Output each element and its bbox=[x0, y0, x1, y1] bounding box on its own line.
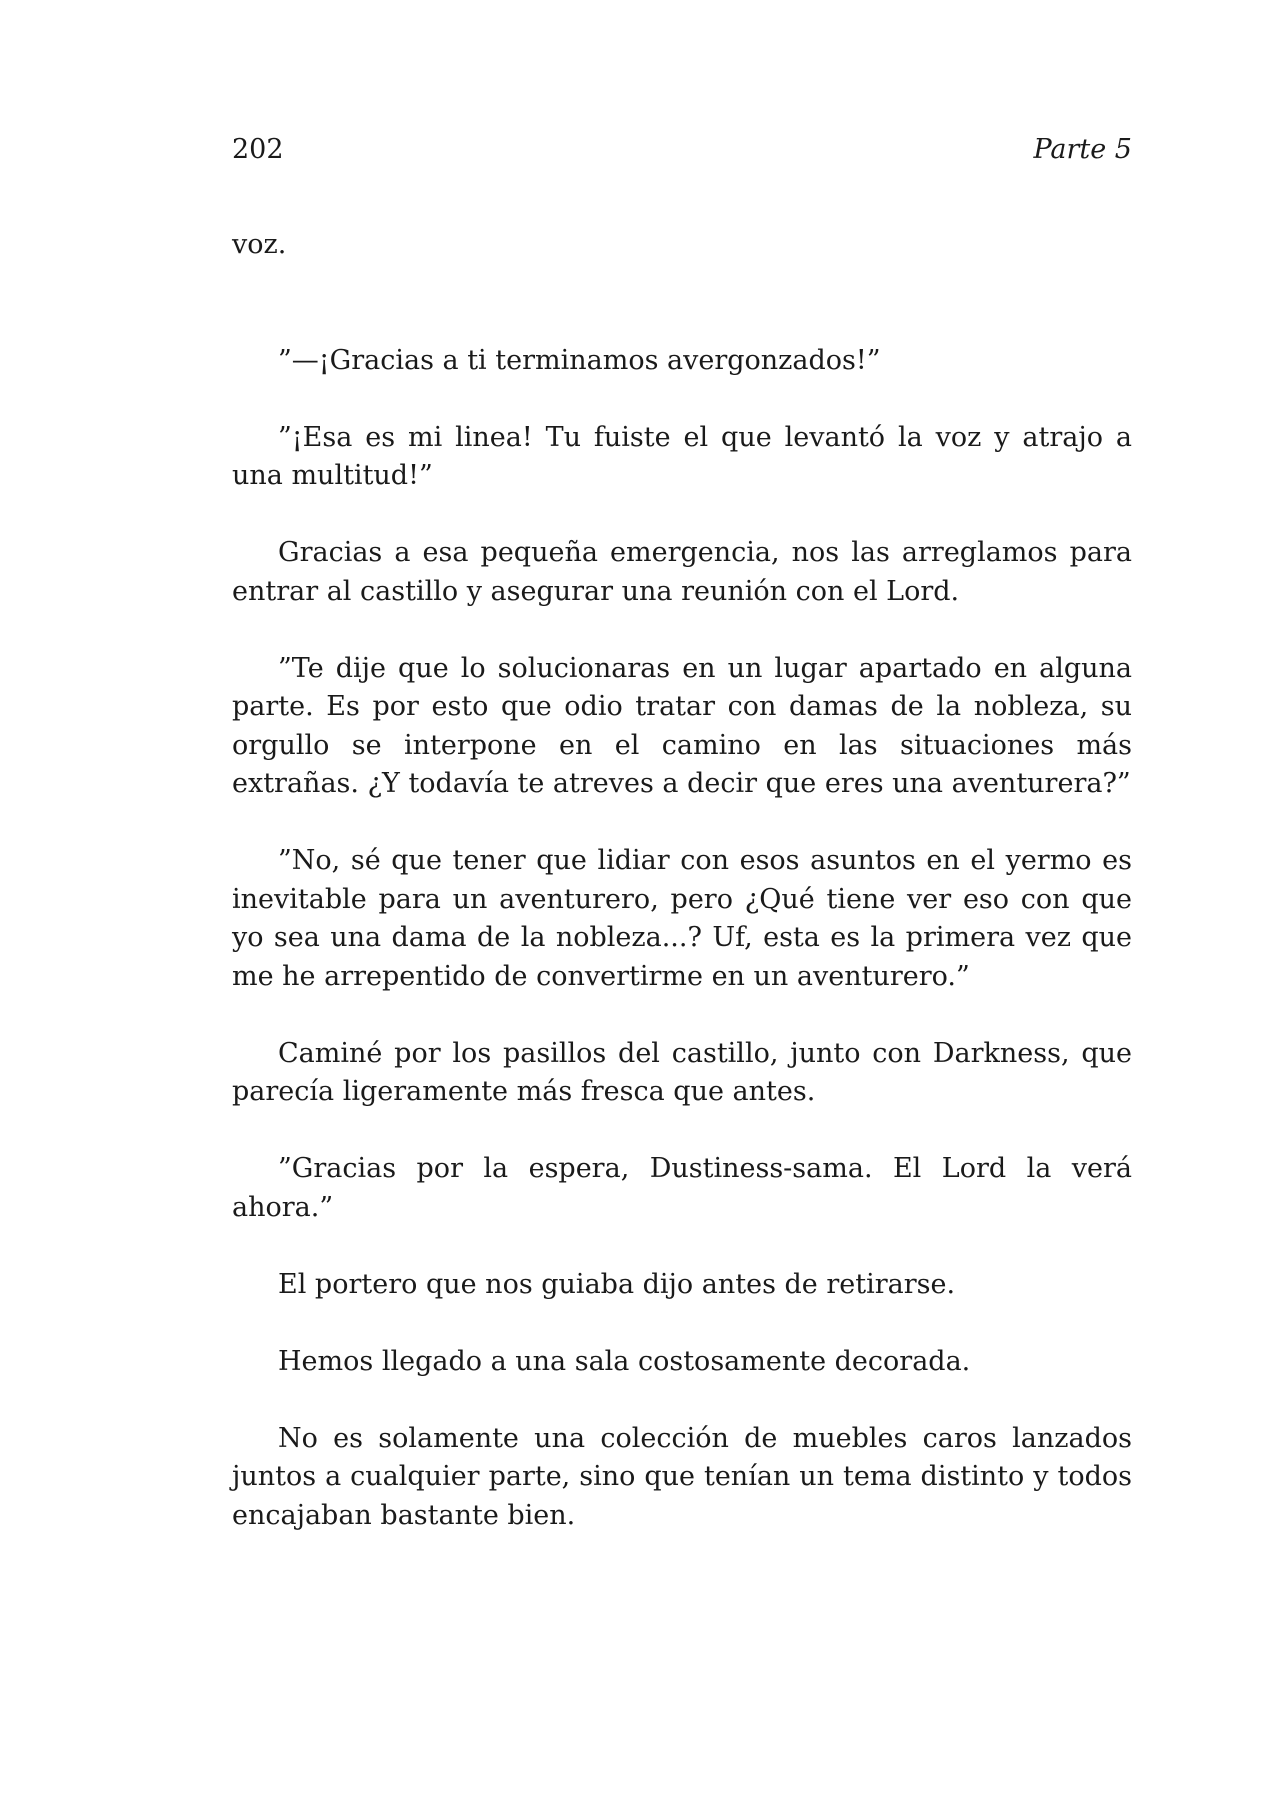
paragraph: ”¡Esa es mi linea! Tu fuiste el que levantó la voz y atrajo a una multitud!” bbox=[232, 421, 1132, 491]
paragraph: ”Te dije que lo solucionaras en un lugar apartado en alguna parte. Es por esto que odio tratar con damas de la nobleza, su orgullo se interpone en el camino en las situaciones más extrañas. ¿Y todavía te atreves a decir que eres una aventurera?” bbox=[232, 652, 1132, 799]
paragraph: Caminé por los pasillos del castillo, junto con Darkness, que parecía ligeramente más fresca que antes. bbox=[232, 1037, 1132, 1107]
paragraph: No es solamente una colección de muebles caros lanzados juntos a cualquier parte, sino que tenían un tema distinto y todos encajaban bastante bien. bbox=[232, 1422, 1132, 1531]
paragraph: voz. bbox=[232, 229, 287, 260]
page-number: 202 bbox=[232, 134, 284, 165]
page-header bbox=[232, 132, 1132, 168]
paragraph: ”—¡Gracias a ti terminamos avergonzados!” bbox=[278, 344, 881, 376]
running-head: Parte 5 bbox=[1033, 134, 1132, 165]
book-page bbox=[232, 0, 1132, 1807]
body-text bbox=[232, 226, 1132, 1574]
paragraph: El portero que nos guiaba dijo antes de retirarse. bbox=[278, 1268, 956, 1300]
paragraph: Gracias a esa pequeña emergencia, nos las arreglamos para entrar al castillo y asegurar una reunión con el Lord. bbox=[232, 537, 1132, 607]
paragraph: ”Gracias por la espera, Dustiness-sama. El Lord la verá ahora.” bbox=[232, 1153, 1132, 1223]
paragraph: Hemos llegado a una sala costosamente decorada. bbox=[278, 1345, 971, 1377]
paragraph: ”No, sé que tener que lidiar con esos asuntos en el yermo es inevitable para un aventurero, pero ¿Qué tiene ver eso con que yo sea una dama de la nobleza...? Uf, esta es la primera vez que me he arrepentido de convertirme en un aventurero.” bbox=[232, 845, 1132, 992]
